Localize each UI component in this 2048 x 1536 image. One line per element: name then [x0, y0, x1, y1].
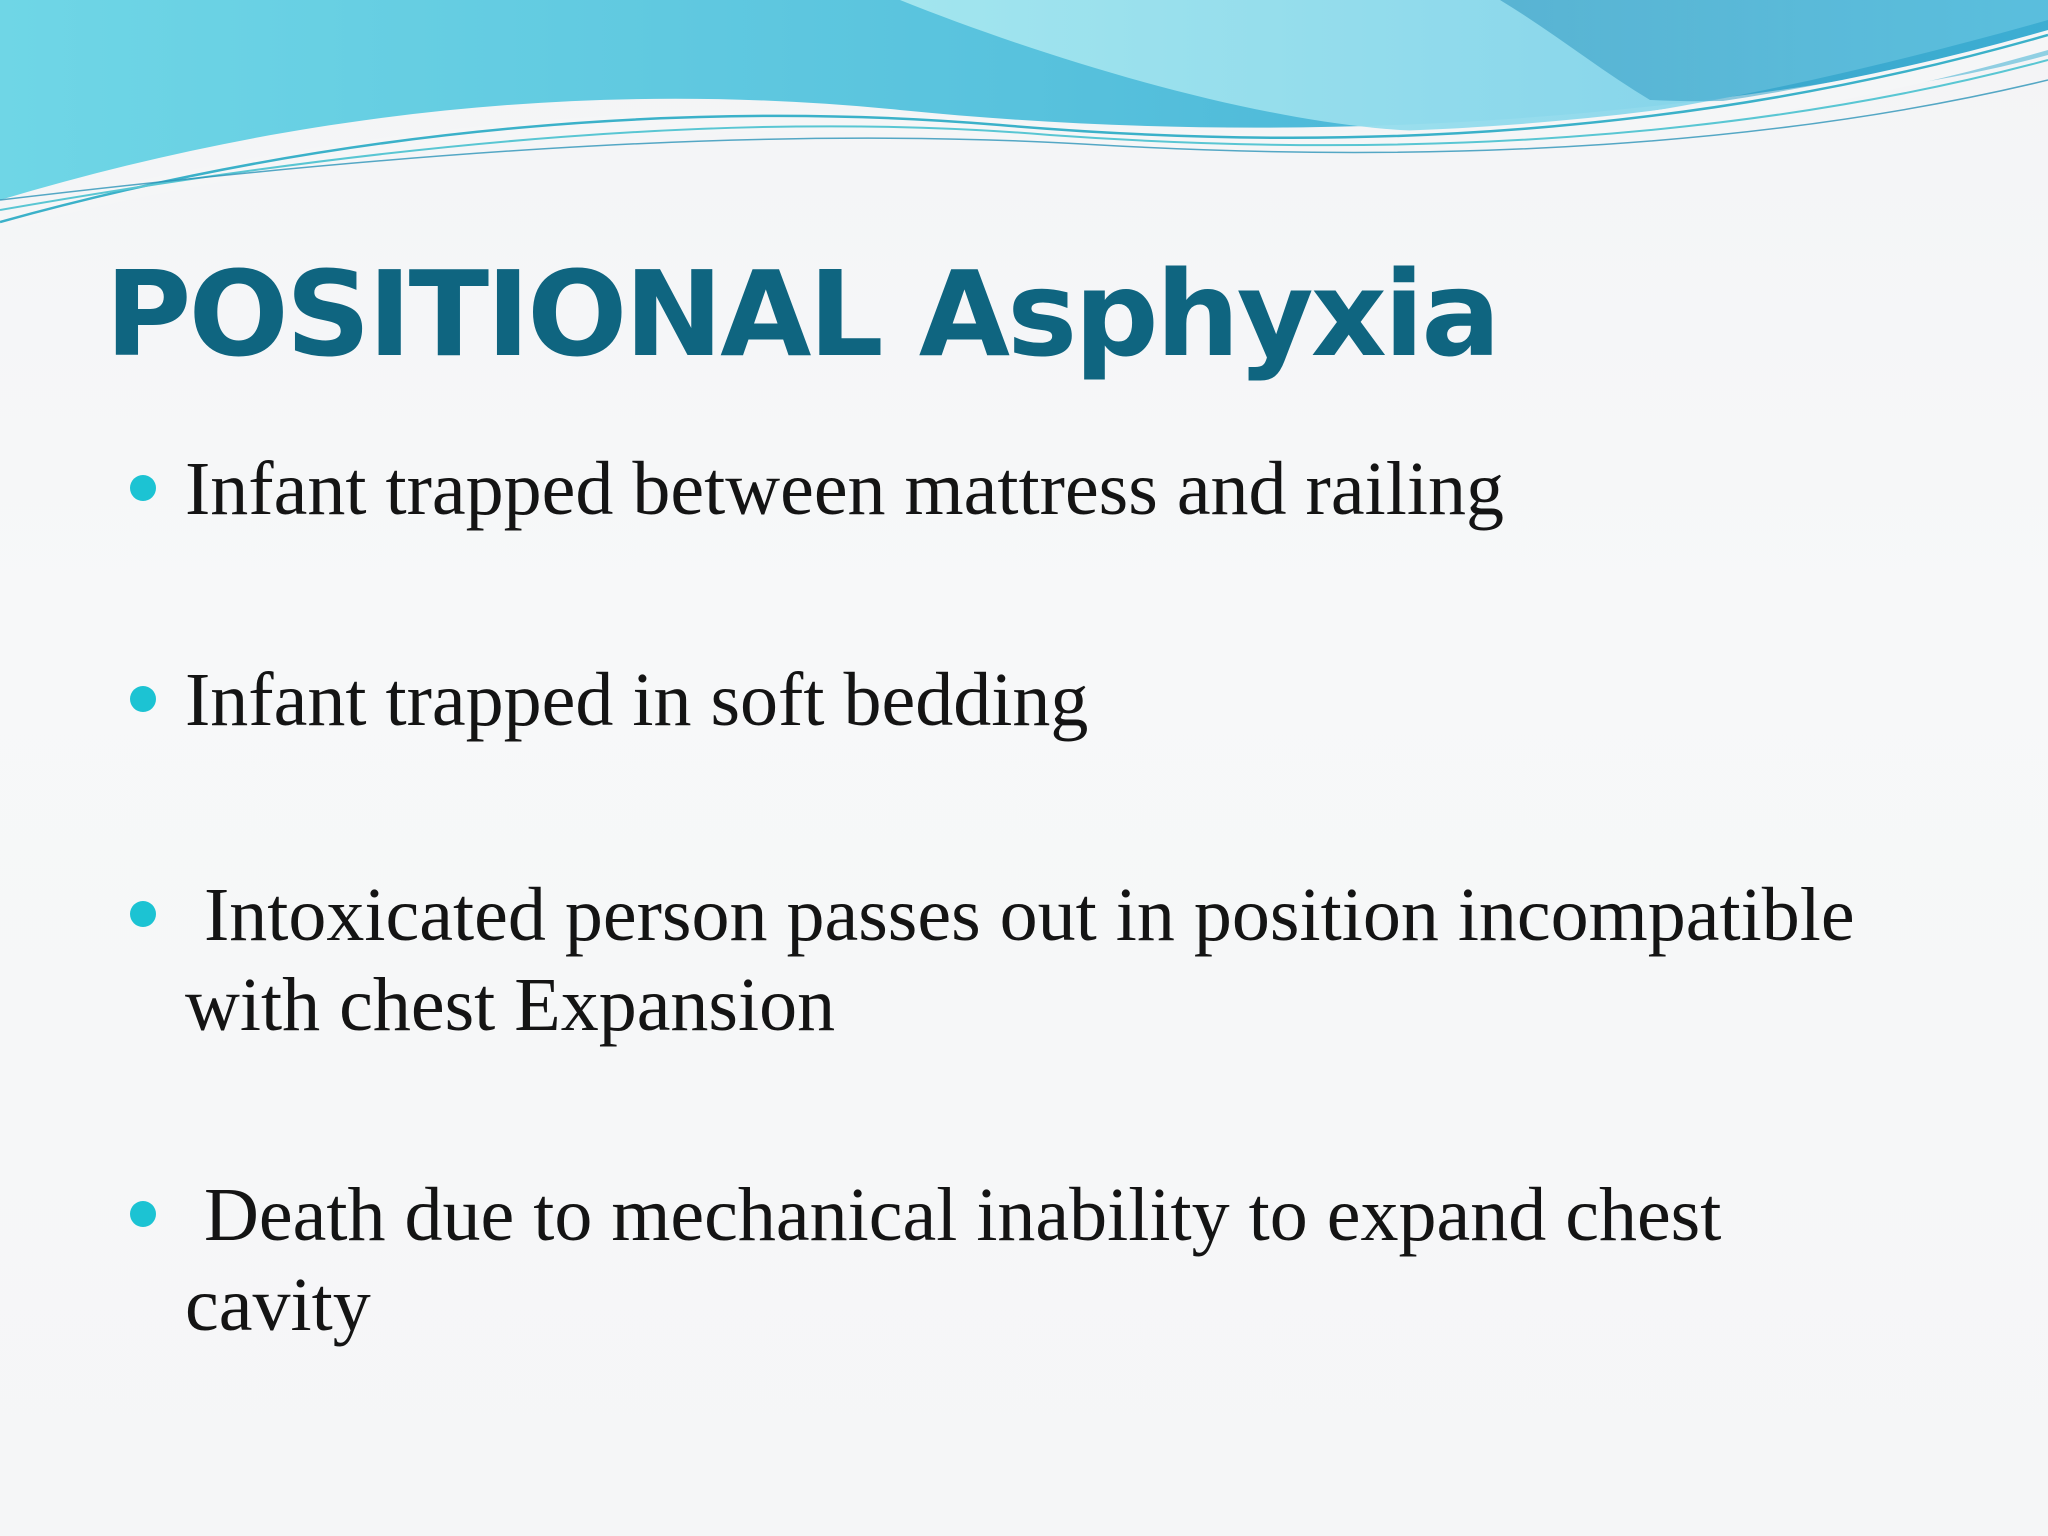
bullet-dot-icon: [130, 686, 156, 712]
bullet-line: Infant trapped between mattress and railing: [185, 447, 1504, 531]
bullet-text: [185, 870, 1985, 1050]
bullet-dot-icon: [130, 475, 156, 501]
bullet-line: Infant trapped in soft bedding: [185, 658, 1089, 742]
bullet-dot-icon: [130, 901, 156, 927]
bullet-text: [185, 444, 1985, 534]
decorative-wave-header: [0, 0, 2048, 240]
bullet-text: [185, 1170, 1985, 1350]
slide-title: POSITIONAL Asphyxia: [105, 245, 1498, 383]
bullet-line-continued: cavity: [185, 1263, 371, 1347]
bullet-line: Intoxicated person passes out in position incompatible: [185, 873, 1855, 957]
bullet-dot-icon: [130, 1201, 156, 1227]
bullet-line-continued: with chest Expansion: [185, 963, 836, 1047]
bullet-text: [185, 655, 1985, 745]
bullet-line: Death due to mechanical inability to expand chest: [185, 1173, 1722, 1257]
